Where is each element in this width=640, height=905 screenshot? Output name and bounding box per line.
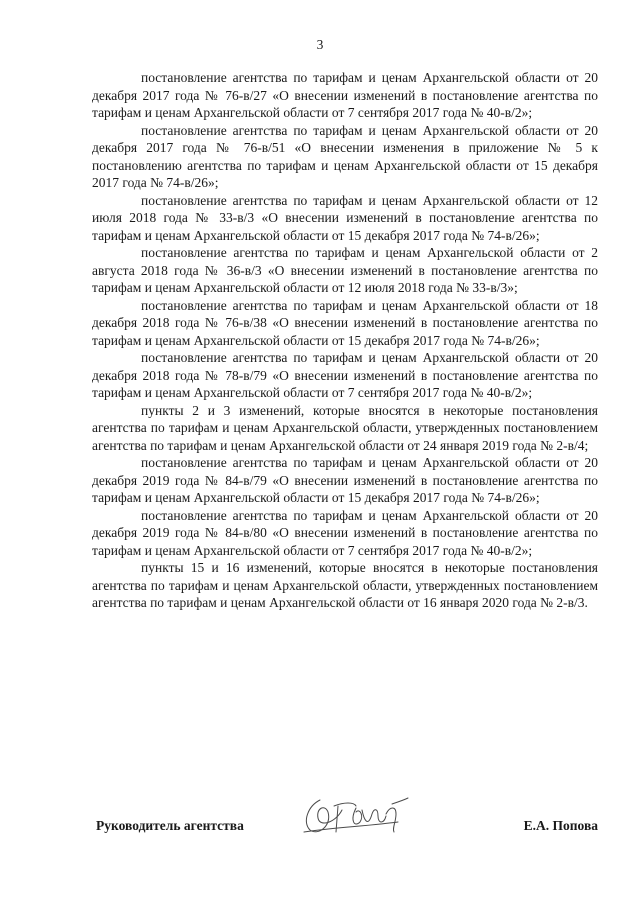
paragraph: постановление агентства по тарифам и ценам Архангельской области от 20 декабря 2019 года № 84-в/79 «О внесении изменений в постановление агентства по тарифам и ценам Архангельской области от 15 декабря 2017 года № 74-в/26»; [92,455,598,505]
paragraph: постановление агентства по тарифам и ценам Архангельской области от 20 декабря 2019 года № 84-в/80 «О внесении изменений в постановление агентства по тарифам и ценам Архангельской области от 7 сентября 2017 года № 40-в/2»; [92,507,598,558]
signature-block [96,818,598,838]
page-number: 3 [316,37,324,52]
paragraph: постановление агентства по тарифам и ценам Архангельской области от 2 августа 2018 года № 36-в/3 «О внесении изменений в постановление агентства по тарифам и ценам Архангельской области от 12 июля 2018 года № 33-в/3»; [92,245,598,295]
paragraph: постановление агентства по тарифам и ценам Архангельской области от 20 декабря 2017 года № 76-в/27 «О внесении изменений в постановление агентства по тарифам и ценам Архангельской области от 7 сентября 2017 года № 40-в/2»; [92,70,598,120]
paragraph: постановление агентства по тарифам и ценам Архангельской области от 18 декабря 2018 года № 76-в/38 «О внесении изменений в постановление агентства по тарифам и ценам Архангельской области от 15 декабря 2017 года № 74-в/26»; [92,297,598,348]
signer-title: Руководитель агентства [96,818,244,833]
paragraph: пункты 2 и 3 изменений, которые вносятся в некоторые постановления агентства по тарифам и ценам Архангельской области, утвержденных постановлением агентства по тарифам и ценам Архангельской области от 24 января 2019 года № 2-в/4; [92,402,598,453]
paragraph: постановление агентства по тарифам и ценам Архангельской области от 12 июля 2018 года № 33-в/3 «О внесении изменений в постановление агентства по тарифам и ценам Архангельской области от 15 декабря 2017 года № 74-в/26»; [92,192,598,243]
handwritten-signature [298,792,410,842]
paragraph: постановление агентства по тарифам и ценам Архангельской области от 20 декабря 2018 года № 78-в/79 «О внесении изменений в постановление агентства по тарифам и ценам Архангельской области от 7 сентября 2017 года № 40-в/2»; [92,350,598,400]
signer-name: Е.А. Попова [523,818,598,833]
document-body [92,69,598,612]
paragraph: пункты 15 и 16 изменений, которые вносятся в некоторые постановления агентства по тарифам и ценам Архангельской области, утвержденных постановлением агентства по тарифам и ценам Архангельской области от 16 января 2020 года № 2-в/3. [92,560,598,610]
paragraph: постановление агентства по тарифам и ценам Архангельской области от 20 декабря 2017 года № 76-в/51 «О внесении изменения в приложение № 5 к постановлению агентства по тарифам и ценам Архангельской области от 15 декабря 2017 года № 74-в/26»; [92,122,598,190]
